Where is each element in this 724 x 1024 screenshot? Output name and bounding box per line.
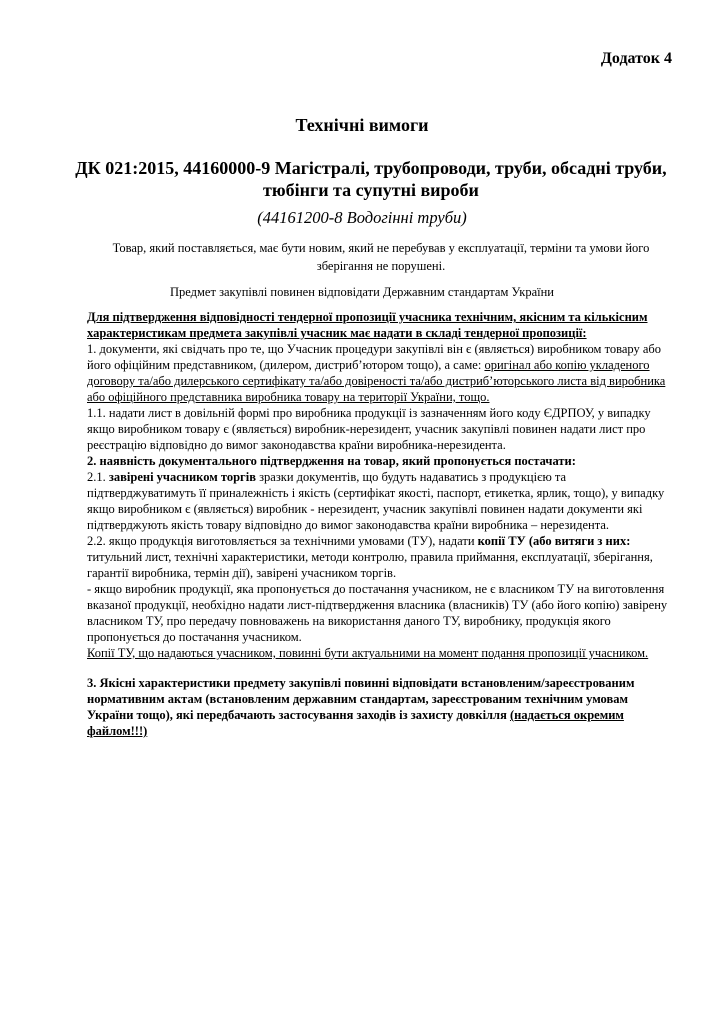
item-3-text: 3. Якісні характеристики предмету закупівлі повинні відповідати встановленим/зареєстрованим нормативним актам (встановленим державним стандартам, зареєстрованим технічним умовам України тощо), які передбачають застосування заходів із захисту довкілля [87,676,635,722]
item-2-2-rest: титульний лист, технічні характеристики, методи контролю, правила приймання, експлуатації, зберігання, гарантії виробника, термін дії), завірені учасником торгів. [87,550,653,580]
item-1-text: 1. документи, які свідчать про те, що Учасник процедури закупівлі він є (являється) виробником товару або його офіційним представником, (дилером, дистриб’ютором тощо), а саме: [87,342,662,372]
item-1-1: 1.1. надати лист в довільній формі про виробника продукції із зазначенням його коду ЄДРПОУ, у випадку якщо виробником товару є (являється) виробник-нерезидент, учасник закупівлі повинен надати лист про реєстрацію відповідно до вимог законодавства країни виробника-нерезидента. [87,406,651,452]
dk-classification: ДК 021:2015, 44160000-9 Магістралі, трубопроводи, труби, обсадні труби, тюбінги та супутні вироби [75,158,667,200]
dk-subcode: (44161200-8 Водогінні труби) [257,208,467,227]
item-2-2-copies: Копії ТУ, що надаються учасником, повинні бути актуальними на момент подання пропозиції учасником. [87,646,649,660]
intro-paragraph: Товар, який поставляється, має бути новим, який не перебував у експлуатації, терміни та умови його зберігання не порушені. [112,241,650,273]
item-2-2-dash: - якщо виробник продукції, яка пропонується до постачання учасником, не є власником ТУ на виготовлення вказаної продукції, необхідно надати лист-підтвердження власника (власників) ТУ (або його копію) завірену власником ТУ, про передачу повноважень на використання даного ТУ, виробнику, продукція якого пропонується до постачання учасником. [87,582,668,644]
item-2-1-bold: завірені учасником торгів [108,470,256,484]
item-1-underlined: оригінал або копію укладеного договору та/або дилерського сертифікату та/або довіреності та/або дистриб’юторського листа від виробника або офіційного представника виробника товару на території України, тощо. [87,358,666,404]
item-2-1 [87,469,672,533]
item-2-2 [87,533,672,581]
item-2-heading: 2. наявність документального підтвердження на товар, який пропонується постачати: [87,454,576,468]
section-gap [87,661,672,675]
standard-note: Предмет закупівлі повинен відповідати Державним стандартам України [170,285,554,299]
requirements-heading: Для підтвердження відповідності тендерної пропозиції учасника технічним, якісним та кількісним характеристикам предмета закупівлі учасник має надати в складі тендерної пропозиції: [87,310,648,340]
item-3-underlined: (надається окремим файлом!!!) [87,708,624,738]
requirements-body [87,309,672,739]
item-2-2-bold: копії ТУ (або витяги з них: [477,534,631,548]
item-2-1-prefix: 2.1. [87,470,109,484]
item-2-1-text: зразки документів, що будуть надаватись з продукцією та підтверджуватимуть її приналежність і якість (сертифікат якості, паспорт, етикетка, ярлик, тощо), у випадку якщо виробником є (являється) виробник - нерезидент, учасник закупівлі повинен надати документи які підтверджують якість товару відповідно до вимог законодавства країни виробника – нерезидента. [87,470,665,532]
item-2-2-text: 2.2. якщо продукція виготовляється за технічними умовами (ТУ), надати [87,534,478,548]
appendix-label: Додаток 4 [600,50,672,67]
item-1 [87,341,672,405]
document-title: Технічні вимоги [295,115,429,135]
item-3 [87,675,672,739]
